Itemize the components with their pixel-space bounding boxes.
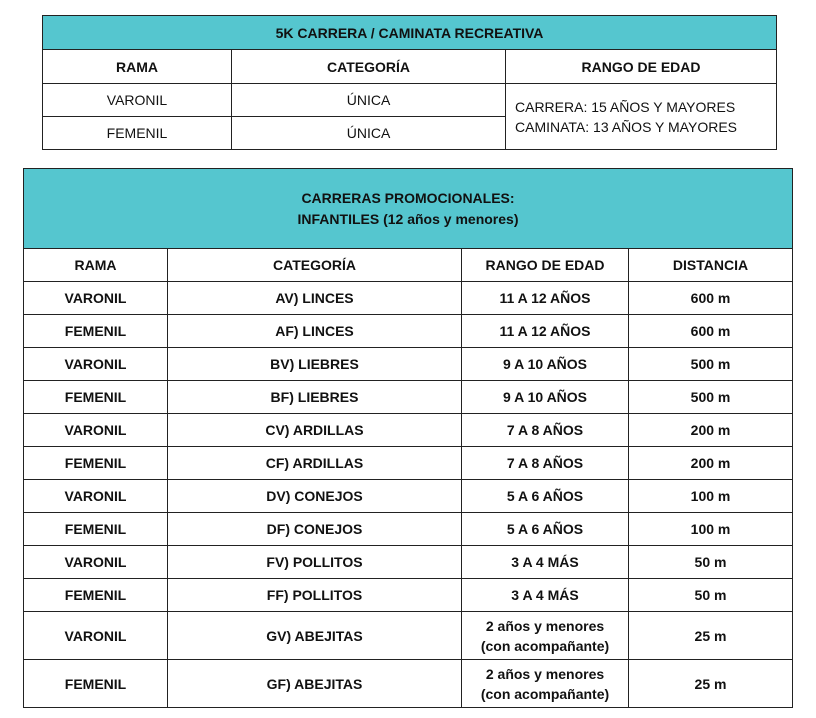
recreational-race-table: [42, 15, 777, 150]
cell-rama: VARONIL: [24, 612, 168, 660]
column-header-distancia: DISTANCIA: [629, 249, 793, 282]
cell-rama: FEMENIL: [24, 660, 168, 708]
column-header-rama: RAMA: [43, 50, 232, 84]
table-row: [24, 381, 793, 414]
cell-categoria: DF) CONEJOS: [168, 513, 462, 546]
title-line-2: INFANTILES (12 años y menores): [297, 210, 519, 227]
table-row: [24, 282, 793, 315]
cell-categoria: BF) LIEBRES: [168, 381, 462, 414]
cell-rango: [462, 612, 629, 660]
cell-categoria: FF) POLLITOS: [168, 579, 462, 612]
table-row: [24, 513, 793, 546]
table-row: [24, 480, 793, 513]
rango-caminata: CAMINATA: 13 AÑOS Y MAYORES: [515, 118, 737, 135]
cell-rango: [506, 84, 777, 150]
cell-distancia: 600 m: [629, 282, 793, 315]
cell-categoria: AF) LINCES: [168, 315, 462, 348]
table-row: [24, 348, 793, 381]
rango-line-1: 2 años y menores: [485, 617, 605, 634]
cell-distancia: 500 m: [629, 381, 793, 414]
cell-distancia: 100 m: [629, 480, 793, 513]
table-row: [24, 546, 793, 579]
cell-rama: VARONIL: [24, 282, 168, 315]
cell-rama: VARONIL: [24, 414, 168, 447]
cell-distancia: 200 m: [629, 447, 793, 480]
table-title: [24, 169, 793, 249]
cell-categoria: ÚNICA: [232, 84, 506, 117]
column-header-categoria: CATEGORÍA: [232, 50, 506, 84]
cell-rango: 3 A 4 MÁS: [462, 546, 629, 579]
cell-rango: 9 A 10 AÑOS: [462, 348, 629, 381]
table-title-row: [43, 16, 777, 50]
header-row: [24, 249, 793, 282]
cell-rango: 3 A 4 MÁS: [462, 579, 629, 612]
cell-rama: FEMENIL: [24, 447, 168, 480]
cell-rango: 5 A 6 AÑOS: [462, 513, 629, 546]
cell-rama: VARONIL: [24, 480, 168, 513]
cell-distancia: 200 m: [629, 414, 793, 447]
table-row: [24, 315, 793, 348]
cell-rama: VARONIL: [43, 84, 232, 117]
cell-distancia: 50 m: [629, 546, 793, 579]
rango-line-2: (con acompañante): [480, 685, 610, 702]
cell-rango: 11 A 12 AÑOS: [462, 282, 629, 315]
cell-categoria: GV) ABEJITAS: [168, 612, 462, 660]
cell-distancia: 100 m: [629, 513, 793, 546]
column-header-rama: RAMA: [24, 249, 168, 282]
cell-distancia: 600 m: [629, 315, 793, 348]
table-row: [43, 84, 777, 117]
table-title-row: [24, 169, 793, 249]
cell-categoria: CF) ARDILLAS: [168, 447, 462, 480]
cell-rango: [462, 660, 629, 708]
cell-categoria: ÚNICA: [232, 117, 506, 150]
cell-categoria: DV) CONEJOS: [168, 480, 462, 513]
cell-rango: 5 A 6 AÑOS: [462, 480, 629, 513]
table-row: [24, 579, 793, 612]
cell-rango: 11 A 12 AÑOS: [462, 315, 629, 348]
cell-distancia: 500 m: [629, 348, 793, 381]
cell-distancia: 25 m: [629, 612, 793, 660]
table-row: [24, 612, 793, 660]
cell-rango: 7 A 8 AÑOS: [462, 447, 629, 480]
cell-rama: FEMENIL: [24, 579, 168, 612]
table-row: [24, 414, 793, 447]
cell-rama: VARONIL: [24, 348, 168, 381]
cell-rama: FEMENIL: [43, 117, 232, 150]
cell-rama: FEMENIL: [24, 381, 168, 414]
column-header-categoria: CATEGORÍA: [168, 249, 462, 282]
cell-rama: FEMENIL: [24, 513, 168, 546]
cell-distancia: 50 m: [629, 579, 793, 612]
table-row: [24, 660, 793, 708]
cell-categoria: AV) LINCES: [168, 282, 462, 315]
rango-line-2: (con acompañante): [480, 637, 610, 654]
column-header-rango: RANGO DE EDAD: [506, 50, 777, 84]
cell-categoria: CV) ARDILLAS: [168, 414, 462, 447]
cell-categoria: BV) LIEBRES: [168, 348, 462, 381]
children-races-table: [23, 168, 793, 708]
cell-rama: VARONIL: [24, 546, 168, 579]
cell-rango: 9 A 10 AÑOS: [462, 381, 629, 414]
rango-line-1: 2 años y menores: [485, 665, 605, 682]
cell-distancia: 25 m: [629, 660, 793, 708]
column-header-rango: RANGO DE EDAD: [462, 249, 629, 282]
cell-categoria: GF) ABEJITAS: [168, 660, 462, 708]
cell-categoria: FV) POLLITOS: [168, 546, 462, 579]
rango-carrera: CARRERA: 15 AÑOS Y MAYORES: [515, 98, 736, 115]
table-title: 5K CARRERA / CAMINATA RECREATIVA: [43, 16, 777, 50]
cell-rango: 7 A 8 AÑOS: [462, 414, 629, 447]
header-row: [43, 50, 777, 84]
title-line-1: CARRERAS PROMOCIONALES:: [301, 189, 515, 206]
table-row: [24, 447, 793, 480]
cell-rama: FEMENIL: [24, 315, 168, 348]
